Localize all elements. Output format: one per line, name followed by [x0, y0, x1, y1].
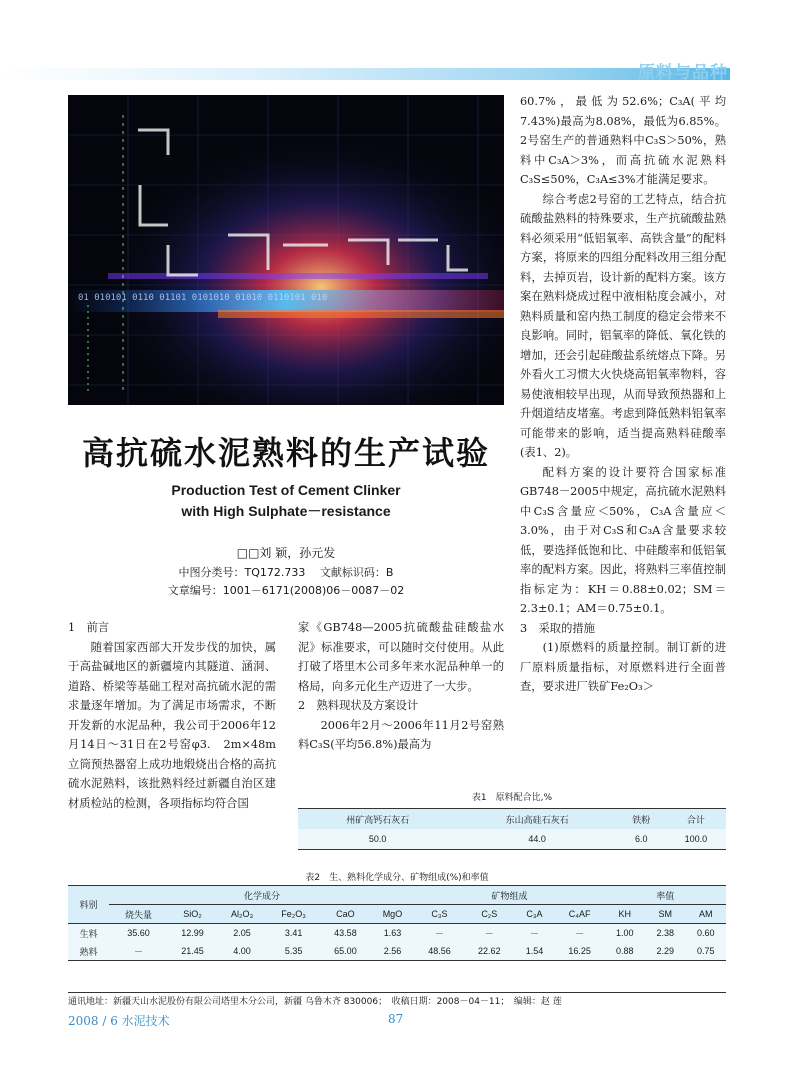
- body-column-middle: [298, 618, 504, 755]
- footer-address-note: 通讯地址：新疆天山水泥股份有限公司塔里木分公司，新疆 乌鲁木齐 830006； 收稿日期：2008－04－11； 编辑：赵 莲: [68, 997, 562, 1007]
- table-cell: 21.45: [168, 942, 218, 961]
- english-title-line-1: Production Test of Cement Clinker: [171, 482, 401, 498]
- table-cell: 1.00: [605, 924, 645, 943]
- table-cell: 4.00: [217, 942, 266, 961]
- row-label-header: 料别: [68, 886, 109, 924]
- table-cell: －: [415, 924, 465, 943]
- svg-text:01 010101 0110 01101 0101010 0: 01 010101 0110 01101 0101010 01010 0110101 010: [78, 293, 328, 303]
- paragraph: 家《GB748—2005抗硫酸盐硅酸盐水泥》标准要求，可以随时交付使用。从此打破了塔里木公司多年来水泥品种单一的格局，向多元化生产迈进了一大步。: [298, 621, 504, 693]
- table-cell: 2.29: [645, 942, 685, 961]
- table-cell: 16.25: [555, 942, 605, 961]
- table-cell: 5.35: [267, 942, 321, 961]
- table-header-cell: Al₂O₃: [217, 905, 266, 924]
- classification-number: 中图分类号：TQ172.733 文献标识码：B: [178, 566, 394, 579]
- table1-caption: 表1 原料配合比,%: [471, 793, 553, 803]
- section-heading-1: 1 前言: [68, 621, 110, 634]
- row-label: 熟料: [68, 942, 109, 961]
- footer-divider: [68, 992, 726, 993]
- body-column-right: [520, 92, 726, 697]
- table-cell: 6.0: [617, 829, 666, 850]
- table-header-cell: C₃S: [415, 905, 465, 924]
- table1: [298, 808, 726, 850]
- table-header-cell: AM: [685, 905, 726, 924]
- page-number: 87: [388, 1012, 404, 1026]
- table-header-cell: MgO: [370, 905, 414, 924]
- table-header-cell: 合计: [666, 809, 726, 830]
- table-cell: 44.0: [457, 829, 616, 850]
- section-title: 原料与品种: [638, 63, 728, 83]
- section-heading-2: 2 熟料现状及方案设计: [298, 699, 419, 712]
- table-header-cell: C₂S: [464, 905, 514, 924]
- table-row: [68, 942, 726, 961]
- authors: □□刘 颖，孙元发: [236, 546, 336, 560]
- body-column-left: [68, 618, 276, 813]
- table-cell: 2.05: [217, 924, 266, 943]
- table-header-cell: 东山高硅石灰石: [457, 809, 616, 830]
- table2-caption: 表2 生、熟料化学成分、矿物组成(%)和率值: [305, 873, 489, 883]
- table-cell: 3.41: [267, 924, 321, 943]
- table-cell: 48.56: [415, 942, 465, 961]
- table-header-cell: 州矿高钙石灰石: [298, 809, 457, 830]
- journal-issue: 2008 / 6 水泥技术: [68, 1014, 170, 1028]
- table-header-cell: Fe₂O₃: [267, 905, 321, 924]
- group-header-ratio: 率值: [605, 886, 726, 905]
- table-header-cell: C₄AF: [555, 905, 605, 924]
- table-header-cell: SiO₂: [168, 905, 218, 924]
- english-title-line-2: with High Sulphate－resistance: [181, 503, 391, 519]
- article-number: 文章编号：1001－6171(2008)06－0087－02: [167, 584, 405, 597]
- article-title: 高抗硫水泥熟料的生产试验: [81, 434, 490, 472]
- table-cell: 35.60: [109, 924, 167, 943]
- table2: [68, 885, 726, 961]
- paragraph: (1)原燃料的质量控制。制订新的进厂原料质量指标，对原燃料进行全面普查，要求进厂铁矿Fe₂O₃＞: [520, 641, 726, 693]
- table-cell: －: [464, 924, 514, 943]
- group-header-chemical: 化学成分: [109, 886, 414, 905]
- table-cell: －: [514, 924, 554, 943]
- table-cell: 0.88: [605, 942, 645, 961]
- table-row: [298, 829, 726, 850]
- table-header-cell: C₃A: [514, 905, 554, 924]
- group-header-mineral: 矿物组成: [415, 886, 605, 905]
- section-heading-3: 3 采取的措施: [520, 621, 595, 635]
- table-group-header-row: [68, 886, 726, 905]
- table-cell: 1.63: [370, 924, 414, 943]
- paragraph: 60.7%，最低为52.6%；C₃A(平均7.43%)最高为8.08%，最低为6.85%。2号窑生产的普通熟料中C₃S＞50%，熟料中C₃A＞3%，而高抗硫水泥熟料C₃S≤50%，C₃A≤3%才能满足要求。: [520, 95, 726, 186]
- table-cell: 43.58: [321, 924, 371, 943]
- table-cell: 0.75: [685, 942, 726, 961]
- table-cell: 12.99: [168, 924, 218, 943]
- table-header-cell: SM: [645, 905, 685, 924]
- digital-abstract-illustration: [68, 95, 504, 405]
- table-header-cell: 烧失量: [109, 905, 167, 924]
- table-row: [68, 924, 726, 943]
- hero-image: [68, 95, 504, 405]
- paragraph: 综合考虑2号窑的工艺特点，结合抗硫酸盐熟料的特殊要求，生产抗硫酸盐熟料必须采用“低铝氧率、高铁含量”的配料方案，将原来的四组分配料改用三组分配料，去掉页岩，设计新的配料方案。该方案在熟料烧成过程中液相粘度会减小，对熟料质量和窑内热工制度的稳定会带来不良影响。同时，铝氧率的降低、氧化铁的增加，还会引起硅酸盐系统熔点下降。另外看火工习惯大火快烧高铝氧率物料，容易使液相较早出现，从而导致预热器和上升烟道结皮堵塞。考虑到降低熟料铝氧率可能带来的影响，适当提高熟料硅酸率(表1、2)。: [520, 192, 726, 459]
- table-cell: －: [555, 924, 605, 943]
- table-cell: 1.54: [514, 942, 554, 961]
- table-cell: 50.0: [298, 829, 457, 850]
- table-cell: 0.60: [685, 924, 726, 943]
- paragraph: 随着国家西部大开发步伐的加快，属于高盐碱地区的新疆境内其隧道、涵洞、道路、桥梁等基础工程对高抗硫水泥的需求量逐年增加。为了满足市场需求，不断开发新的水泥品种，我公司于2006年12月14日～31日在2号窑φ3. 2m×48m立筒预热器窑上成功地煅烧出合格的高抗硫水泥熟料，该批熟料经过新疆自治区建材质检站的检测，各项指标均符合国: [68, 640, 276, 810]
- header-gradient-bar: [0, 68, 730, 80]
- table-cell: 2.38: [645, 924, 685, 943]
- table-header-row: [68, 905, 726, 924]
- table-cell: －: [109, 942, 167, 961]
- table-cell: 22.62: [464, 942, 514, 961]
- row-label: 生料: [68, 924, 109, 943]
- table-header-cell: KH: [605, 905, 645, 924]
- table-cell: 65.00: [321, 942, 371, 961]
- table-cell: 2.56: [370, 942, 414, 961]
- paragraph: 2006年2月～2006年11月2号窑熟料C₃S(平均56.8%)最高为: [298, 718, 504, 751]
- article-title-english: [68, 480, 504, 522]
- table-header-row: [298, 809, 726, 830]
- table-header-cell: 铁粉: [617, 809, 666, 830]
- table-header-cell: CaO: [321, 905, 371, 924]
- table-cell: 100.0: [666, 829, 726, 850]
- paragraph: 配料方案的设计要符合国家标准GB748－2005中规定，高抗硫水泥熟料中C₃S含量应＜50%，C₃A含量应＜3.0%，由于对C₃S和C₃A含量要求较低，要选择低饱和比、中硅酸率和低铝氧率的配料方案。因此，将熟料三率值控制指标定为：KH＝0.88±0.02；SM＝2.3±0.1；AM＝0.75±0.1。: [520, 465, 726, 615]
